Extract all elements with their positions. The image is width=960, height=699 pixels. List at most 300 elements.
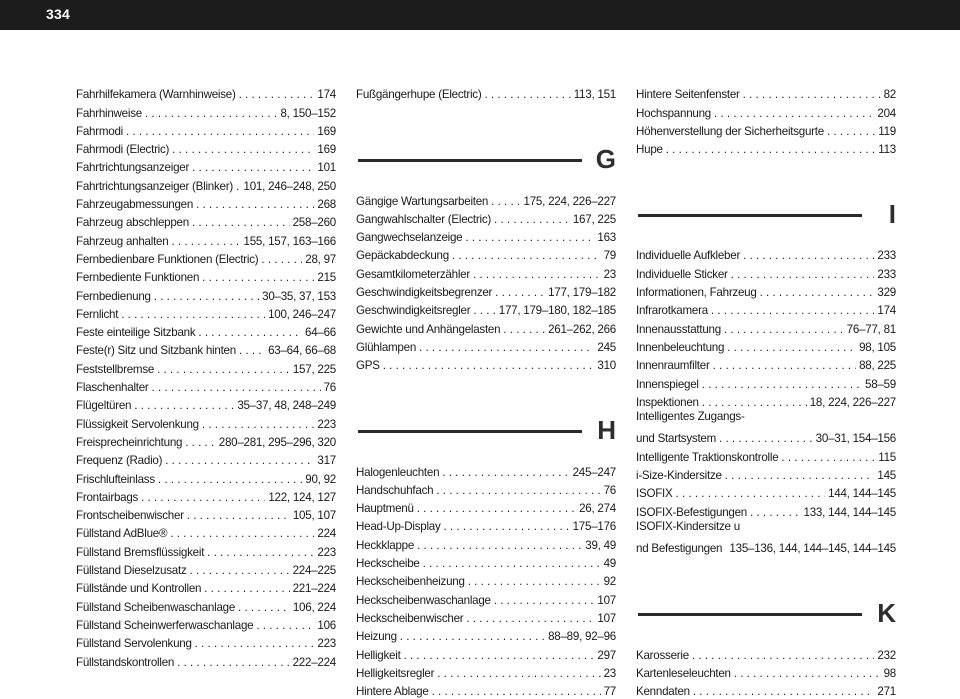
page-reference[interactable]: 175–176	[572, 520, 616, 534]
page-reference[interactable]: 23	[603, 666, 616, 680]
dot-leader	[724, 323, 844, 337]
index-entry[interactable]	[76, 413, 336, 431]
index-entry[interactable]	[636, 538, 896, 556]
index-entry[interactable]	[356, 337, 616, 355]
dot-leader	[187, 509, 290, 523]
index-entry[interactable]	[636, 84, 896, 102]
dot-leader	[400, 630, 545, 644]
index-term: Gepäckabdeckung	[356, 249, 449, 263]
index-term: Heckscheibenwischer	[356, 611, 464, 625]
section-header	[356, 403, 616, 459]
index-entry[interactable]	[76, 432, 336, 450]
dot-leader	[693, 685, 875, 699]
page-reference[interactable]: 49	[603, 557, 616, 571]
index-entry[interactable]	[356, 516, 616, 534]
page-header-bar	[0, 0, 960, 30]
index-term: Kenndaten	[636, 685, 690, 699]
page-reference[interactable]: 233	[877, 249, 896, 263]
index-entry[interactable]	[356, 461, 616, 479]
section-divider	[358, 430, 582, 433]
index-entry[interactable]	[636, 245, 896, 263]
index-term: Flüssigkeit Servolenkung	[76, 417, 199, 431]
dot-leader	[134, 399, 234, 413]
index-term: Hintere Seitenfenster	[636, 88, 740, 102]
dot-leader	[165, 454, 314, 468]
dot-leader	[177, 656, 289, 670]
page-reference[interactable]: 101	[317, 161, 336, 175]
dot-leader	[185, 436, 216, 450]
page-reference[interactable]: 63–64, 66–68	[268, 344, 336, 358]
index-term: Innenausstattung	[636, 322, 721, 336]
index-term: Hochspannung	[636, 106, 711, 120]
index-term: GPS	[356, 359, 380, 373]
index-entry[interactable]	[636, 392, 896, 410]
index-entry[interactable]	[356, 534, 616, 552]
index-term: Fahrmodi	[76, 124, 123, 138]
index-term: Infrarotkamera	[636, 304, 708, 318]
index-entry[interactable]	[356, 263, 616, 281]
index-term: ISOFIX	[636, 487, 673, 501]
index-entry[interactable]	[76, 175, 336, 193]
index-term: Heckklappe	[356, 538, 415, 552]
index-entry[interactable]	[76, 450, 336, 468]
index-column-3	[636, 84, 896, 699]
page-reference[interactable]: 30–31, 154–156	[815, 432, 896, 446]
index-term: Füllstand Servolenkung	[76, 637, 192, 651]
dot-leader	[141, 491, 265, 505]
index-entry[interactable]	[636, 102, 896, 120]
dot-leader	[465, 231, 594, 245]
dot-leader	[436, 484, 600, 498]
index-entry[interactable]	[356, 644, 616, 662]
dot-leader	[190, 564, 290, 578]
dot-leader	[171, 235, 240, 249]
index-term: Gesamtkilometerzähler	[356, 267, 470, 281]
index-entry[interactable]	[356, 498, 616, 516]
dot-leader	[725, 469, 875, 483]
index-entry[interactable]	[356, 190, 616, 208]
index-entry[interactable]	[76, 358, 336, 376]
index-entry[interactable]	[636, 446, 896, 464]
index-entry[interactable]	[76, 651, 336, 669]
page-reference[interactable]: 133, 144, 144–145	[803, 505, 896, 519]
dot-leader	[494, 213, 570, 227]
page-reference[interactable]: 222–224	[292, 655, 336, 669]
index-term: Freisprecheinrichtung	[76, 435, 183, 449]
page-reference[interactable]: 18, 224, 226–227	[809, 395, 896, 409]
dot-leader	[702, 396, 807, 410]
page-reference[interactable]: 135–136, 144, 144–145, 144–145	[729, 542, 896, 556]
page-reference[interactable]: 90, 92	[305, 472, 336, 486]
page-reference[interactable]: 144, 144–145	[828, 487, 896, 501]
page-reference[interactable]: 107	[597, 593, 616, 607]
page-reference[interactable]: 224	[317, 527, 336, 541]
page-reference[interactable]: 174	[877, 304, 896, 318]
index-term: Kartenleseleuchten	[636, 666, 731, 680]
page-reference[interactable]: 177, 179–182	[548, 286, 616, 300]
page-reference[interactable]: 28, 97	[305, 252, 336, 266]
page-reference[interactable]: 163	[597, 231, 616, 245]
dot-leader	[827, 125, 875, 139]
page-reference[interactable]: 100, 246–247	[268, 307, 336, 321]
page-reference[interactable]: 30–35, 37, 153	[262, 289, 336, 303]
index-term: Heizung	[356, 630, 397, 644]
index-term: Feststellbremse	[76, 362, 155, 376]
index-entry[interactable]	[636, 121, 896, 139]
index-entry[interactable]	[76, 249, 336, 267]
page-reference[interactable]: 122, 124, 127	[268, 490, 336, 504]
dot-leader	[256, 619, 314, 633]
page-reference[interactable]: 113, 151	[573, 88, 616, 102]
index-entry[interactable]	[636, 410, 896, 428]
page-reference[interactable]: 271	[877, 685, 896, 699]
index-term: Feste einteilige Sitzbank	[76, 326, 196, 340]
section-letter: I	[888, 199, 896, 230]
page-reference[interactable]: 98, 105	[859, 340, 896, 354]
dot-leader	[195, 637, 315, 651]
index-term: Fahrtrichtungsanzeiger	[76, 161, 190, 175]
page-reference[interactable]: 76	[603, 483, 616, 497]
page-reference[interactable]: 113	[878, 143, 896, 157]
dot-leader	[202, 418, 315, 432]
index-entry[interactable]	[356, 227, 616, 245]
dot-leader	[692, 649, 874, 663]
index-entry[interactable]	[636, 483, 896, 501]
index-term: Heckscheibe	[356, 557, 420, 571]
dot-leader	[466, 612, 594, 626]
dot-leader	[419, 341, 594, 355]
index-entry[interactable]	[636, 282, 896, 300]
index-term: Fernbedienung	[76, 289, 151, 303]
page-reference[interactable]: 268	[317, 198, 336, 212]
dot-leader	[239, 88, 315, 102]
page-reference[interactable]: 175, 224, 226–227	[523, 194, 616, 208]
page-reference[interactable]: 76	[323, 381, 336, 395]
dot-leader	[207, 546, 314, 560]
index-term: Halogenleuchten	[356, 465, 440, 479]
dot-leader	[442, 466, 569, 480]
index-term: Gangwahlschalter (Electric)	[356, 212, 492, 226]
dot-leader	[495, 286, 545, 300]
page-reference[interactable]: 169	[317, 124, 336, 138]
index-entry[interactable]	[636, 139, 896, 157]
index-entry[interactable]	[636, 465, 896, 483]
index-entry[interactable]	[76, 560, 336, 578]
index-entry[interactable]	[356, 245, 616, 263]
index-term: Innenspiegel	[636, 377, 699, 391]
index-entry[interactable]	[356, 282, 616, 300]
dot-leader	[494, 594, 595, 608]
dot-leader	[713, 359, 856, 373]
page-reference[interactable]: 232	[877, 648, 896, 662]
dot-leader	[734, 667, 881, 681]
index-entry[interactable]	[356, 626, 616, 644]
index-entry[interactable]	[636, 428, 896, 446]
page-reference[interactable]: 177, 179–180, 182–185	[498, 304, 616, 318]
page-reference[interactable]: 26, 274	[579, 502, 616, 516]
index-entry[interactable]	[356, 571, 616, 589]
index-column-2	[356, 84, 616, 699]
index-entry[interactable]	[636, 644, 896, 662]
index-entry[interactable]	[76, 212, 336, 230]
index-entry[interactable]	[636, 681, 896, 699]
index-term: Füllstand Scheibenwaschanlage	[76, 600, 236, 614]
index-entry[interactable]	[76, 230, 336, 248]
index-entry[interactable]	[76, 615, 336, 633]
page-reference[interactable]: 310	[597, 359, 616, 373]
index-entry[interactable]	[636, 520, 896, 538]
dot-leader	[192, 216, 290, 230]
index-entry[interactable]	[356, 300, 616, 318]
dot-leader	[158, 473, 302, 487]
dot-leader	[452, 249, 601, 263]
index-entry[interactable]	[76, 487, 336, 505]
page-reference[interactable]: 23	[603, 267, 616, 281]
index-term: und Startsystem	[636, 432, 717, 446]
index-entry[interactable]	[76, 267, 336, 285]
page-reference[interactable]: 157, 225	[292, 362, 336, 376]
dot-leader	[437, 667, 600, 681]
dot-leader	[444, 520, 570, 534]
page-reference[interactable]: 145	[877, 469, 896, 483]
dot-leader	[238, 601, 290, 615]
index-term: Geschwindigkeitsregler	[356, 304, 471, 318]
index-entry[interactable]	[76, 468, 336, 486]
page-reference[interactable]: 64–66	[305, 326, 336, 340]
page-reference[interactable]: 223	[317, 545, 336, 559]
dot-leader	[731, 268, 875, 282]
index-term: Fahrhinweise	[76, 106, 142, 120]
page-reference[interactable]: 88–89, 92–96	[548, 630, 616, 644]
index-term: Fahrhilfekamera (Warnhinweise)	[76, 88, 236, 102]
index-entry[interactable]	[76, 304, 336, 322]
section-header	[636, 187, 896, 243]
index-entry[interactable]	[356, 589, 616, 607]
page-reference[interactable]: 106	[317, 618, 336, 632]
index-entry[interactable]	[76, 505, 336, 523]
dot-leader	[781, 451, 875, 465]
index-term: Glühlampen	[356, 340, 417, 354]
index-entry[interactable]	[356, 608, 616, 626]
index-term: Intelligente Traktionskontrolle	[636, 450, 779, 464]
index-entry[interactable]	[76, 578, 336, 596]
index-term: Informationen, Fahrzeug	[636, 286, 757, 300]
page-reference[interactable]: 82	[883, 88, 896, 102]
page-reference[interactable]: 224–225	[292, 564, 336, 578]
section-header	[356, 132, 616, 188]
dot-leader	[750, 506, 801, 520]
page-reference[interactable]: 223	[317, 637, 336, 651]
index-term: Flaschenhalter	[76, 381, 149, 395]
index-entry[interactable]	[636, 318, 896, 336]
dot-leader	[484, 88, 570, 102]
page-reference[interactable]: 329	[877, 286, 896, 300]
page-reference[interactable]: 39, 49	[585, 538, 616, 552]
index-entry[interactable]	[356, 355, 616, 373]
index-entry[interactable]	[76, 84, 336, 102]
index-entry[interactable]	[356, 663, 616, 681]
page-reference[interactable]: 280–281, 295–296, 320	[218, 435, 336, 449]
index-entry[interactable]	[76, 102, 336, 120]
index-term: Feste(r) Sitz und Sitzbank hinten	[76, 344, 236, 358]
dot-leader	[417, 502, 576, 516]
dot-leader	[760, 286, 875, 300]
dot-leader	[727, 341, 856, 355]
index-term: Fahrtrichtungsanzeiger (Blinker)	[76, 179, 233, 193]
index-entry[interactable]	[76, 322, 336, 340]
index-term: Gewichte und Anhängelasten	[356, 322, 501, 336]
page-reference[interactable]: 79	[603, 249, 616, 263]
page-reference[interactable]: 119	[878, 124, 896, 138]
dot-leader	[170, 527, 314, 541]
index-term: Intelligentes Zugangs-	[636, 409, 745, 423]
index-term: Individuelle Sticker	[636, 267, 728, 281]
index-entry[interactable]	[636, 355, 896, 373]
index-entry[interactable]	[76, 523, 336, 541]
page-reference[interactable]: 106, 224	[292, 600, 336, 614]
page-reference[interactable]: 35–37, 48, 248–249	[237, 399, 336, 413]
index-term: Karosserie	[636, 648, 689, 662]
dot-leader	[432, 685, 601, 699]
section-letter: K	[877, 598, 896, 629]
index-term: Füllstand AdBlue®	[76, 527, 168, 541]
index-entry[interactable]	[76, 285, 336, 303]
index-entry[interactable]	[356, 84, 616, 102]
dot-leader	[196, 198, 314, 212]
index-term: Fahrzeugabmessungen	[76, 198, 194, 212]
index-term: Geschwindigkeitsbegrenzer	[356, 286, 493, 300]
page-reference[interactable]: 107	[597, 611, 616, 625]
index-term: Frischlufteinlass	[76, 472, 155, 486]
page-reference[interactable]: 76–77, 81	[846, 322, 896, 336]
page-reference[interactable]: 245–247	[572, 465, 616, 479]
index-term: Füllstände und Kontrollen	[76, 582, 202, 596]
index-term: Hintere Ablage	[356, 685, 429, 699]
page-reference[interactable]: 245	[597, 340, 616, 354]
dot-leader	[503, 323, 545, 337]
index-term: Frequenz (Radio)	[76, 454, 163, 468]
index-entry[interactable]	[76, 139, 336, 157]
index-term: Frontscheibenwischer	[76, 509, 184, 523]
page-reference[interactable]: 167, 225	[572, 212, 616, 226]
index-term: i-Size-Kindersitze	[636, 469, 722, 483]
page-reference[interactable]: 223	[317, 417, 336, 431]
index-entry[interactable]	[76, 121, 336, 139]
dot-leader	[743, 249, 874, 263]
page-reference[interactable]: 101, 246–248, 250	[243, 179, 336, 193]
dot-leader	[417, 539, 582, 553]
section-letter: G	[595, 144, 616, 175]
index-term: nd Befestigungen	[636, 542, 723, 556]
index-entry[interactable]	[356, 209, 616, 227]
index-term: Inspektionen	[636, 395, 699, 409]
index-entry[interactable]	[636, 337, 896, 355]
dot-leader	[154, 290, 259, 304]
index-entry[interactable]	[76, 157, 336, 175]
dot-leader	[172, 143, 314, 157]
section-divider	[638, 613, 862, 616]
index-term: Innenraumfilter	[636, 359, 710, 373]
section-divider	[358, 159, 582, 162]
section-letter: H	[597, 415, 616, 446]
index-term: Fahrmodi (Electric)	[76, 143, 170, 157]
section-header	[636, 586, 896, 642]
page-reference[interactable]: 233	[877, 267, 896, 281]
page-reference[interactable]: 297	[597, 648, 616, 662]
dot-leader	[383, 359, 595, 373]
dot-leader	[198, 326, 302, 340]
page-reference[interactable]: 317	[317, 454, 336, 468]
index-term: ISOFIX-Kindersitze u	[636, 519, 740, 533]
index-entry[interactable]	[636, 263, 896, 281]
dot-leader	[404, 649, 595, 663]
page-reference[interactable]: 261–262, 266	[548, 322, 616, 336]
page-reference[interactable]: 221–224	[292, 582, 336, 596]
index-entry[interactable]	[636, 373, 896, 391]
page-reference[interactable]: 115	[878, 450, 896, 464]
page-reference[interactable]: 174	[317, 88, 336, 102]
dot-leader	[192, 161, 314, 175]
index-entry[interactable]	[76, 541, 336, 559]
index-entry[interactable]	[356, 318, 616, 336]
index-entry[interactable]	[76, 194, 336, 212]
page-reference[interactable]: 215	[317, 271, 336, 285]
page-reference[interactable]: 77	[603, 685, 616, 699]
index-term: Heckscheibenheizung	[356, 575, 465, 589]
index-term: Füllstandskontrollen	[76, 655, 175, 669]
dot-leader	[468, 575, 601, 589]
index-entry[interactable]	[636, 663, 896, 681]
index-term: Helligkeit	[356, 648, 401, 662]
page-reference[interactable]: 258–260	[292, 216, 336, 230]
index-term: Füllstand Bremsflüssigkeit	[76, 545, 205, 559]
index-entry[interactable]	[76, 596, 336, 614]
page-reference[interactable]: 105, 107	[292, 509, 336, 523]
page-reference[interactable]: 204	[877, 106, 896, 120]
dot-leader	[202, 271, 314, 285]
index-term: Head-Up-Display	[356, 520, 441, 534]
index-term: Gängige Wartungsarbeiten	[356, 194, 489, 208]
index-term: Fernbediente Funktionen	[76, 271, 200, 285]
index-term: Individuelle Aufkleber	[636, 249, 741, 263]
index-term: Füllstand Dieselzusatz	[76, 564, 187, 578]
index-entry[interactable]	[636, 300, 896, 318]
index-entry[interactable]	[76, 633, 336, 651]
page-reference[interactable]: 88, 225	[859, 359, 896, 373]
index-term: Füllstand Scheinwerferwaschanlage	[76, 618, 254, 632]
index-entry[interactable]	[76, 340, 336, 358]
page-reference[interactable]: 58–59	[865, 377, 896, 391]
page-reference[interactable]: 8, 150–152	[280, 106, 336, 120]
index-entry[interactable]	[76, 377, 336, 395]
index-entry[interactable]	[356, 553, 616, 571]
page-reference[interactable]: 155, 157, 163–166	[243, 234, 336, 248]
dot-leader	[204, 582, 289, 596]
index-term: Hauptmenü	[356, 502, 414, 516]
dot-leader	[473, 268, 601, 282]
index-entry[interactable]	[636, 501, 896, 519]
page-reference[interactable]: 98	[883, 666, 896, 680]
page-reference[interactable]: 169	[317, 143, 336, 157]
dot-leader	[145, 107, 278, 121]
dot-leader	[473, 304, 495, 318]
page-reference[interactable]: 92	[603, 575, 616, 589]
index-entry[interactable]	[356, 681, 616, 699]
index-entry[interactable]	[356, 480, 616, 498]
index-entry[interactable]	[76, 395, 336, 413]
dot-leader	[743, 88, 881, 102]
dot-leader	[157, 363, 290, 377]
